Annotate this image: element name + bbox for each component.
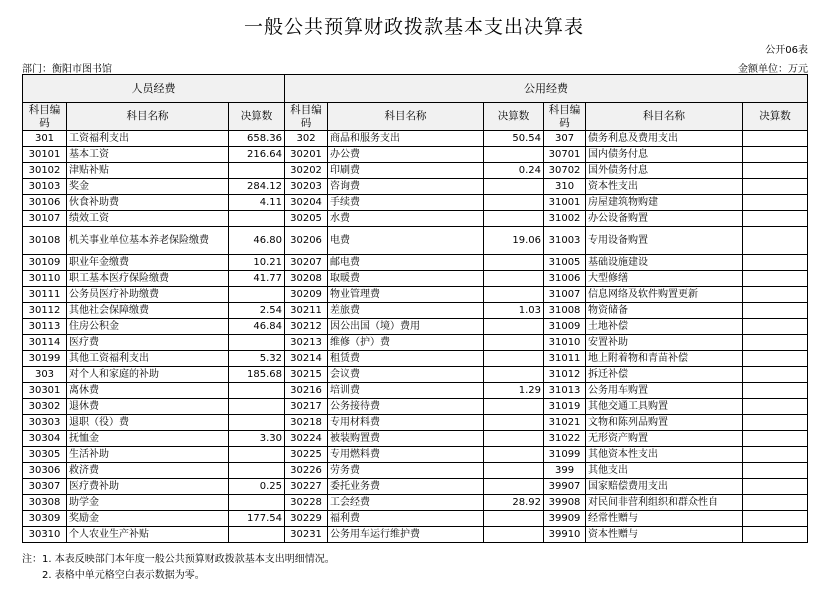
personnel-code: 30309 bbox=[23, 511, 67, 527]
table-row bbox=[23, 431, 808, 447]
group-personnel: 人员经费 bbox=[23, 75, 285, 103]
public-amount: 50.54 bbox=[484, 131, 544, 147]
capital-code: 31012 bbox=[544, 367, 586, 383]
capital-code: 39908 bbox=[544, 495, 586, 511]
header-code: 科目编码 bbox=[544, 103, 586, 131]
personnel-name: 机关事业单位基本养老保险缴费 bbox=[67, 227, 229, 255]
capital-name: 专用设备购置 bbox=[586, 227, 743, 255]
capital-code: 39910 bbox=[544, 527, 586, 543]
group-header-row bbox=[23, 75, 808, 103]
capital-code: 31009 bbox=[544, 319, 586, 335]
capital-name: 基础设施建设 bbox=[586, 255, 743, 271]
capital-amount bbox=[743, 287, 808, 303]
capital-amount bbox=[743, 447, 808, 463]
public-name: 物业管理费 bbox=[328, 287, 484, 303]
capital-code: 31021 bbox=[544, 415, 586, 431]
capital-name: 其他交通工具购置 bbox=[586, 399, 743, 415]
public-name: 商品和服务支出 bbox=[328, 131, 484, 147]
public-amount bbox=[484, 147, 544, 163]
personnel-code: 30109 bbox=[23, 255, 67, 271]
personnel-name: 离休费 bbox=[67, 383, 229, 399]
public-name: 手续费 bbox=[328, 195, 484, 211]
capital-code: 31008 bbox=[544, 303, 586, 319]
public-name: 专用燃料费 bbox=[328, 447, 484, 463]
personnel-name: 医疗费 bbox=[67, 335, 229, 351]
personnel-amount: 46.84 bbox=[229, 319, 285, 335]
personnel-amount: 658.36 bbox=[229, 131, 285, 147]
public-amount: 1.03 bbox=[484, 303, 544, 319]
public-amount bbox=[484, 351, 544, 367]
personnel-code: 30108 bbox=[23, 227, 67, 255]
public-name: 取暖费 bbox=[328, 271, 484, 287]
personnel-amount: 216.64 bbox=[229, 147, 285, 163]
public-code: 30201 bbox=[285, 147, 328, 163]
personnel-code: 30102 bbox=[23, 163, 67, 179]
table-row bbox=[23, 351, 808, 367]
personnel-code: 30310 bbox=[23, 527, 67, 543]
capital-name: 大型修缮 bbox=[586, 271, 743, 287]
table-row bbox=[23, 527, 808, 543]
public-name: 委托业务费 bbox=[328, 479, 484, 495]
personnel-amount: 46.80 bbox=[229, 227, 285, 255]
public-code: 30216 bbox=[285, 383, 328, 399]
capital-name: 其他支出 bbox=[586, 463, 743, 479]
capital-code: 31019 bbox=[544, 399, 586, 415]
personnel-amount bbox=[229, 211, 285, 227]
personnel-name: 绩效工资 bbox=[67, 211, 229, 227]
capital-code: 30701 bbox=[544, 147, 586, 163]
header-code: 科目编码 bbox=[285, 103, 328, 131]
public-code: 30226 bbox=[285, 463, 328, 479]
capital-name: 公务用车购置 bbox=[586, 383, 743, 399]
table-row bbox=[23, 399, 808, 415]
personnel-code: 30101 bbox=[23, 147, 67, 163]
table-row bbox=[23, 287, 808, 303]
capital-amount bbox=[743, 303, 808, 319]
group-public: 公用经费 bbox=[285, 75, 808, 103]
capital-name: 对民间非营利组织和群众性自 bbox=[586, 495, 743, 511]
personnel-amount bbox=[229, 495, 285, 511]
public-amount bbox=[484, 287, 544, 303]
table-row bbox=[23, 147, 808, 163]
public-code: 30225 bbox=[285, 447, 328, 463]
public-code: 30206 bbox=[285, 227, 328, 255]
public-name: 水费 bbox=[328, 211, 484, 227]
capital-name: 资本性支出 bbox=[586, 179, 743, 195]
public-name: 因公出国（境）费用 bbox=[328, 319, 484, 335]
capital-amount bbox=[743, 227, 808, 255]
capital-amount bbox=[743, 335, 808, 351]
public-code: 30202 bbox=[285, 163, 328, 179]
page-title: 一般公共预算财政拨款基本支出决算表 bbox=[243, 16, 584, 38]
capital-name: 无形资产购置 bbox=[586, 431, 743, 447]
capital-name: 物资储备 bbox=[586, 303, 743, 319]
personnel-amount bbox=[229, 527, 285, 543]
capital-code: 31002 bbox=[544, 211, 586, 227]
capital-code: 31099 bbox=[544, 447, 586, 463]
capital-name: 国内债务付息 bbox=[586, 147, 743, 163]
capital-amount bbox=[743, 351, 808, 367]
table-row bbox=[23, 367, 808, 383]
public-name: 印刷费 bbox=[328, 163, 484, 179]
capital-code: 399 bbox=[544, 463, 586, 479]
personnel-name: 职业年金缴费 bbox=[67, 255, 229, 271]
capital-amount bbox=[743, 211, 808, 227]
capital-code: 31013 bbox=[544, 383, 586, 399]
public-amount: 28.92 bbox=[484, 495, 544, 511]
capital-amount bbox=[743, 195, 808, 211]
public-code: 30209 bbox=[285, 287, 328, 303]
capital-amount bbox=[743, 367, 808, 383]
table-row bbox=[23, 447, 808, 463]
public-name: 被装购置费 bbox=[328, 431, 484, 447]
public-code: 30224 bbox=[285, 431, 328, 447]
public-name: 电费 bbox=[328, 227, 484, 255]
personnel-code: 30107 bbox=[23, 211, 67, 227]
capital-name: 地上附着物和青苗补偿 bbox=[586, 351, 743, 367]
public-name: 邮电费 bbox=[328, 255, 484, 271]
capital-amount bbox=[743, 179, 808, 195]
public-amount bbox=[484, 447, 544, 463]
capital-amount bbox=[743, 271, 808, 287]
table-row bbox=[23, 195, 808, 211]
table-row bbox=[23, 179, 808, 195]
personnel-amount: 2.54 bbox=[229, 303, 285, 319]
public-amount bbox=[484, 431, 544, 447]
public-amount bbox=[484, 399, 544, 415]
personnel-name: 伙食补助费 bbox=[67, 195, 229, 211]
capital-name: 文物和陈列品购置 bbox=[586, 415, 743, 431]
capital-name: 资本性赠与 bbox=[586, 527, 743, 543]
capital-code: 307 bbox=[544, 131, 586, 147]
personnel-code: 30303 bbox=[23, 415, 67, 431]
capital-amount bbox=[743, 131, 808, 147]
header-amount: 决算数 bbox=[743, 103, 808, 131]
capital-name: 国家赔偿费用支出 bbox=[586, 479, 743, 495]
personnel-amount: 185.68 bbox=[229, 367, 285, 383]
public-code: 30208 bbox=[285, 271, 328, 287]
capital-amount bbox=[743, 319, 808, 335]
capital-name: 房屋建筑物购建 bbox=[586, 195, 743, 211]
personnel-name: 生活补助 bbox=[67, 447, 229, 463]
personnel-code: 30111 bbox=[23, 287, 67, 303]
personnel-amount bbox=[229, 399, 285, 415]
capital-code: 31007 bbox=[544, 287, 586, 303]
personnel-amount: 0.25 bbox=[229, 479, 285, 495]
public-name: 福利费 bbox=[328, 511, 484, 527]
personnel-code: 30301 bbox=[23, 383, 67, 399]
capital-amount bbox=[743, 463, 808, 479]
personnel-amount: 177.54 bbox=[229, 511, 285, 527]
public-code: 30214 bbox=[285, 351, 328, 367]
public-code: 30205 bbox=[285, 211, 328, 227]
capital-amount bbox=[743, 163, 808, 179]
personnel-code: 30308 bbox=[23, 495, 67, 511]
personnel-amount: 4.11 bbox=[229, 195, 285, 211]
public-name: 维修（护）费 bbox=[328, 335, 484, 351]
capital-name: 信息网络及软件购置更新 bbox=[586, 287, 743, 303]
personnel-name: 个人农业生产补贴 bbox=[67, 527, 229, 543]
personnel-name: 其他社会保障缴费 bbox=[67, 303, 229, 319]
note-2: 2. 表格中单元格空白表示数据为零。 bbox=[42, 570, 205, 581]
personnel-code: 30112 bbox=[23, 303, 67, 319]
public-name: 差旅费 bbox=[328, 303, 484, 319]
personnel-code: 30199 bbox=[23, 351, 67, 367]
personnel-name: 津贴补贴 bbox=[67, 163, 229, 179]
capital-code: 31005 bbox=[544, 255, 586, 271]
capital-amount bbox=[743, 479, 808, 495]
public-amount: 1.29 bbox=[484, 383, 544, 399]
capital-amount bbox=[743, 399, 808, 415]
public-code: 30228 bbox=[285, 495, 328, 511]
table-row bbox=[23, 479, 808, 495]
public-amount bbox=[484, 479, 544, 495]
table-row bbox=[23, 163, 808, 179]
personnel-amount: 5.32 bbox=[229, 351, 285, 367]
personnel-code: 30113 bbox=[23, 319, 67, 335]
personnel-name: 公务员医疗补助缴费 bbox=[67, 287, 229, 303]
public-amount bbox=[484, 463, 544, 479]
public-name: 租赁费 bbox=[328, 351, 484, 367]
capital-name: 经常性赠与 bbox=[586, 511, 743, 527]
public-code: 30213 bbox=[285, 335, 328, 351]
public-code: 30212 bbox=[285, 319, 328, 335]
header-name: 科目名称 bbox=[586, 103, 743, 131]
capital-code: 31011 bbox=[544, 351, 586, 367]
public-amount bbox=[484, 367, 544, 383]
capital-name: 国外债务付息 bbox=[586, 163, 743, 179]
personnel-name: 助学金 bbox=[67, 495, 229, 511]
personnel-amount bbox=[229, 335, 285, 351]
personnel-amount: 41.77 bbox=[229, 271, 285, 287]
capital-code: 31022 bbox=[544, 431, 586, 447]
capital-code: 39907 bbox=[544, 479, 586, 495]
capital-amount bbox=[743, 255, 808, 271]
personnel-name: 退职（役）费 bbox=[67, 415, 229, 431]
public-amount bbox=[484, 511, 544, 527]
public-amount bbox=[484, 335, 544, 351]
public-code: 30211 bbox=[285, 303, 328, 319]
capital-amount bbox=[743, 383, 808, 399]
table-row bbox=[23, 255, 808, 271]
public-amount: 0.24 bbox=[484, 163, 544, 179]
personnel-name: 救济费 bbox=[67, 463, 229, 479]
capital-amount bbox=[743, 527, 808, 543]
public-code: 30207 bbox=[285, 255, 328, 271]
public-code: 30204 bbox=[285, 195, 328, 211]
public-code: 30217 bbox=[285, 399, 328, 415]
capital-name: 安置补助 bbox=[586, 335, 743, 351]
capital-name: 债务利息及费用支出 bbox=[586, 131, 743, 147]
capital-code: 31003 bbox=[544, 227, 586, 255]
personnel-name: 退休费 bbox=[67, 399, 229, 415]
table-row bbox=[23, 511, 808, 527]
department-label: 部门：衡阳市图书馆 bbox=[22, 64, 112, 75]
personnel-name: 职工基本医疗保险缴费 bbox=[67, 271, 229, 287]
table-row bbox=[23, 319, 808, 335]
personnel-name: 基本工资 bbox=[67, 147, 229, 163]
personnel-code: 30306 bbox=[23, 463, 67, 479]
header-name: 科目名称 bbox=[328, 103, 484, 131]
public-amount bbox=[484, 179, 544, 195]
public-name: 办公费 bbox=[328, 147, 484, 163]
capital-code: 39909 bbox=[544, 511, 586, 527]
public-name: 培训费 bbox=[328, 383, 484, 399]
capital-code: 30702 bbox=[544, 163, 586, 179]
personnel-code: 30302 bbox=[23, 399, 67, 415]
public-name: 咨询费 bbox=[328, 179, 484, 195]
personnel-amount: 10.21 bbox=[229, 255, 285, 271]
public-amount bbox=[484, 195, 544, 211]
amount-unit-label: 金额单位：万元 bbox=[738, 64, 808, 75]
header-amount: 决算数 bbox=[229, 103, 285, 131]
personnel-code: 30114 bbox=[23, 335, 67, 351]
personnel-name: 抚恤金 bbox=[67, 431, 229, 447]
capital-amount bbox=[743, 431, 808, 447]
personnel-name: 工资福利支出 bbox=[67, 131, 229, 147]
personnel-amount: 284.12 bbox=[229, 179, 285, 195]
table-row bbox=[23, 415, 808, 431]
public-amount bbox=[484, 319, 544, 335]
personnel-amount: 3.30 bbox=[229, 431, 285, 447]
table-row bbox=[23, 495, 808, 511]
capital-name: 土地补偿 bbox=[586, 319, 743, 335]
personnel-name: 其他工资福利支出 bbox=[67, 351, 229, 367]
capital-code: 31006 bbox=[544, 271, 586, 287]
personnel-code: 30307 bbox=[23, 479, 67, 495]
personnel-amount bbox=[229, 447, 285, 463]
public-code: 30203 bbox=[285, 179, 328, 195]
table-row bbox=[23, 335, 808, 351]
personnel-code: 303 bbox=[23, 367, 67, 383]
personnel-code: 30305 bbox=[23, 447, 67, 463]
capital-code: 31010 bbox=[544, 335, 586, 351]
capital-amount bbox=[743, 147, 808, 163]
personnel-name: 对个人和家庭的补助 bbox=[67, 367, 229, 383]
public-amount bbox=[484, 255, 544, 271]
personnel-code: 301 bbox=[23, 131, 67, 147]
table-row bbox=[23, 131, 808, 147]
public-name: 公务用车运行维护费 bbox=[328, 527, 484, 543]
table-row bbox=[23, 463, 808, 479]
public-name: 工会经费 bbox=[328, 495, 484, 511]
personnel-code: 30103 bbox=[23, 179, 67, 195]
public-code: 30231 bbox=[285, 527, 328, 543]
header-amount: 决算数 bbox=[484, 103, 544, 131]
form-number: 公开06表 bbox=[765, 45, 808, 56]
capital-name: 其他资本性支出 bbox=[586, 447, 743, 463]
public-name: 劳务费 bbox=[328, 463, 484, 479]
column-header-row bbox=[23, 103, 808, 131]
public-code: 30229 bbox=[285, 511, 328, 527]
capital-amount bbox=[743, 511, 808, 527]
public-amount: 19.06 bbox=[484, 227, 544, 255]
personnel-name: 医疗费补助 bbox=[67, 479, 229, 495]
capital-amount bbox=[743, 415, 808, 431]
capital-code: 31001 bbox=[544, 195, 586, 211]
capital-code: 310 bbox=[544, 179, 586, 195]
public-amount bbox=[484, 211, 544, 227]
capital-name: 办公设备购置 bbox=[586, 211, 743, 227]
public-name: 专用材料费 bbox=[328, 415, 484, 431]
expenditure-table bbox=[22, 74, 808, 543]
personnel-code: 30110 bbox=[23, 271, 67, 287]
public-amount bbox=[484, 527, 544, 543]
personnel-name: 奖励金 bbox=[67, 511, 229, 527]
public-name: 公务接待费 bbox=[328, 399, 484, 415]
public-code: 302 bbox=[285, 131, 328, 147]
table-row bbox=[23, 383, 808, 399]
public-code: 30227 bbox=[285, 479, 328, 495]
personnel-amount bbox=[229, 287, 285, 303]
personnel-name: 奖金 bbox=[67, 179, 229, 195]
header-name: 科目名称 bbox=[67, 103, 229, 131]
table-row bbox=[23, 227, 808, 255]
table-row bbox=[23, 303, 808, 319]
personnel-name: 住房公积金 bbox=[67, 319, 229, 335]
personnel-code: 30304 bbox=[23, 431, 67, 447]
public-amount bbox=[484, 415, 544, 431]
note-1: 注：1. 本表反映部门本年度一般公共预算财政拨款基本支出明细情况。 bbox=[22, 554, 335, 565]
public-code: 30218 bbox=[285, 415, 328, 431]
personnel-amount bbox=[229, 383, 285, 399]
personnel-amount bbox=[229, 463, 285, 479]
public-name: 会议费 bbox=[328, 367, 484, 383]
table-row bbox=[23, 211, 808, 227]
header-code: 科目编码 bbox=[23, 103, 67, 131]
capital-name: 拆迁补偿 bbox=[586, 367, 743, 383]
public-amount bbox=[484, 271, 544, 287]
public-code: 30215 bbox=[285, 367, 328, 383]
personnel-code: 30106 bbox=[23, 195, 67, 211]
personnel-amount bbox=[229, 163, 285, 179]
table-row bbox=[23, 271, 808, 287]
capital-amount bbox=[743, 495, 808, 511]
personnel-amount bbox=[229, 415, 285, 431]
